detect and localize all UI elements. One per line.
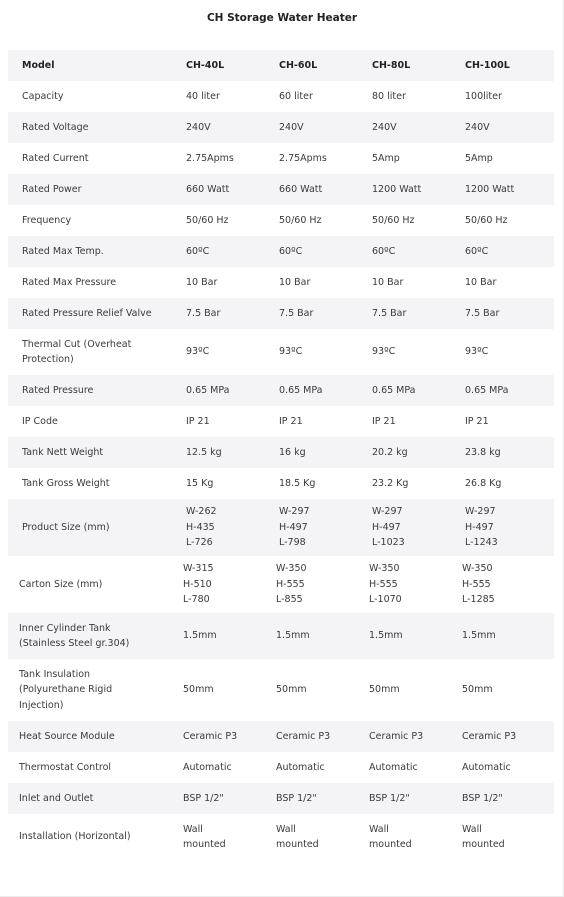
table-cell: Automatic [276,761,325,773]
table-cell: 5Amp [372,152,400,164]
table-cell: IP 21 [372,415,396,427]
row-label: Rated Max Pressure [22,276,117,288]
table-cell: Ceramic P3 [369,730,424,742]
row-label: Rated Pressure [22,384,94,396]
table-cell: 93ºC [372,346,396,358]
table-row [8,375,554,406]
table-cell: 7.5 Bar [279,307,314,319]
table-cell: 93ºC [279,346,303,358]
table-cell: 0.65 MPa [465,384,509,396]
table-cell: 660 Watt [186,183,230,195]
table-cell: Wall mounted [462,823,505,850]
table-cell: 10 Bar [186,276,218,288]
row-label: Thermostat Control [19,761,112,773]
table-cell: IP 21 [279,415,303,427]
table-cell: 7.5 Bar [465,307,500,319]
page-title: CH Storage Water Heater [206,12,358,24]
row-label: Rated Power [22,183,82,195]
table-cell: 10 Bar [279,276,311,288]
table-cell: W-297 H-497 L-1243 [465,506,498,549]
table-cell: 60ºC [279,245,303,257]
table-cell: 50/60 Hz [372,214,415,226]
table-cell: Automatic [462,761,511,773]
table-cell: 1.5mm [276,630,310,642]
table-cell: IP 21 [186,415,210,427]
table-cell: W-350 H-555 L-1070 [369,563,402,606]
table-cell: BSP 1/2" [183,792,224,804]
table-row [8,298,554,329]
table-header-row [8,50,554,81]
table-cell: 50/60 Hz [465,214,508,226]
table-cell: 50/60 Hz [186,214,229,226]
row-label: Carton Size (mm) [19,578,103,590]
row-label: Rated Voltage [22,121,89,133]
table-cell: W-350 H-555 L-855 [276,563,307,606]
row-label: Tank Insulation (Polyurethane Rigid Injection) [19,668,113,711]
row-label: Thermal Cut (Overheat Protection) [22,338,132,365]
table-cell: 1200 Watt [465,183,515,195]
table-row [8,752,554,783]
header-cell: CH-60L [279,59,318,71]
table-cell: 80 liter [372,90,406,102]
row-label: Rated Current [22,152,89,164]
table-cell: 16 kg [279,446,306,458]
row-label: Frequency [22,214,72,226]
table-cell: IP 21 [465,415,489,427]
table-cell: 240V [465,121,490,133]
table-cell: 60ºC [465,245,489,257]
table-row [8,112,554,143]
table-cell: 93ºC [465,346,489,358]
row-label: IP Code [22,415,58,427]
table-cell: 1.5mm [462,630,496,642]
table-cell: 5Amp [465,152,493,164]
table-cell: 240V [279,121,304,133]
table-row [8,783,554,814]
table-cell: 240V [186,121,211,133]
table-cell: 10 Bar [465,276,497,288]
table-cell: 7.5 Bar [372,307,407,319]
row-label: Installation (Horizontal) [19,831,131,843]
row-label: Heat Source Module [19,730,115,742]
row-label: Inner Cylinder Tank (Stainless Steel gr.304) [19,622,130,649]
table-row [8,329,554,375]
table-cell: Automatic [369,761,418,773]
table-cell: 0.65 MPa [279,384,323,396]
header-cell: Model [22,59,55,71]
table-row [8,267,554,298]
table-cell: W-262 H-435 L-726 [186,506,217,549]
table-cell: 23.8 kg [465,446,501,458]
table-cell: 60ºC [186,245,210,257]
header-cell: CH-80L [372,59,411,71]
table-cell: W-350 H-555 L-1285 [462,563,495,606]
table-cell: 1.5mm [369,630,403,642]
table-cell: 0.65 MPa [372,384,416,396]
table-cell: BSP 1/2" [369,792,410,804]
table-row [8,174,554,205]
table-cell: Ceramic P3 [183,730,238,742]
table-cell: 1.5mm [183,630,217,642]
table-cell: 50mm [369,684,400,696]
table-cell: 50/60 Hz [279,214,322,226]
table-cell: BSP 1/2" [276,792,317,804]
table-cell: Wall mounted [183,823,226,850]
table-cell: 18.5 Kg [279,477,316,489]
row-label: Rated Max Temp. [22,245,104,257]
table-row [8,143,554,174]
table-cell: 12.5 kg [186,446,222,458]
spec-table [8,50,554,860]
table-cell: 15 Kg [186,477,214,489]
table-cell: 2.75Apms [279,152,327,164]
table-cell: 93ºC [186,346,210,358]
table-cell: BSP 1/2" [462,792,503,804]
table-row [8,721,554,752]
table-cell: 660 Watt [279,183,323,195]
table-cell: Wall mounted [276,823,319,850]
header-cell: CH-40L [186,59,225,71]
row-label: Tank Nett Weight [22,446,104,458]
table-row [8,81,554,112]
table-row [8,205,554,236]
table-cell: 7.5 Bar [186,307,221,319]
table-cell: 240V [372,121,397,133]
table-row [8,814,554,860]
table-cell: 50mm [276,684,307,696]
table-row [8,613,554,659]
table-cell: 50mm [183,684,214,696]
table-cell: 60ºC [372,245,396,257]
table-cell: 0.65 MPa [186,384,230,396]
table-cell: 23.2 Kg [372,477,409,489]
table-cell: Wall mounted [369,823,412,850]
row-label: Capacity [22,90,64,102]
table-row [8,437,554,468]
table-cell: Ceramic P3 [276,730,331,742]
table-cell: W-297 H-497 L-798 [279,506,310,549]
table-cell: W-297 H-497 L-1023 [372,506,405,549]
table-cell: Automatic [183,761,232,773]
table-row [8,406,554,437]
table-cell: 20.2 kg [372,446,408,458]
table-cell: 2.75Apms [186,152,234,164]
row-label: Rated Pressure Relief Valve [22,307,152,319]
table-row [8,236,554,267]
table-cell: 26.8 Kg [465,477,502,489]
row-label: Inlet and Outlet [19,792,94,804]
table-cell: 50mm [462,684,493,696]
table-cell: W-315 H-510 L-780 [183,563,214,606]
table-cell: 40 liter [186,90,220,102]
table-cell: 60 liter [279,90,313,102]
table-row [8,556,554,613]
table-cell: Ceramic P3 [462,730,517,742]
table-cell: 10 Bar [372,276,404,288]
table-row [8,499,554,556]
table-row [8,468,554,499]
table-cell: 1200 Watt [372,183,422,195]
header-cell: CH-100L [465,59,510,71]
table-row [8,659,554,721]
table-cell: 100liter [465,90,502,102]
row-label: Tank Gross Weight [22,477,110,489]
row-label: Product Size (mm) [22,521,110,533]
